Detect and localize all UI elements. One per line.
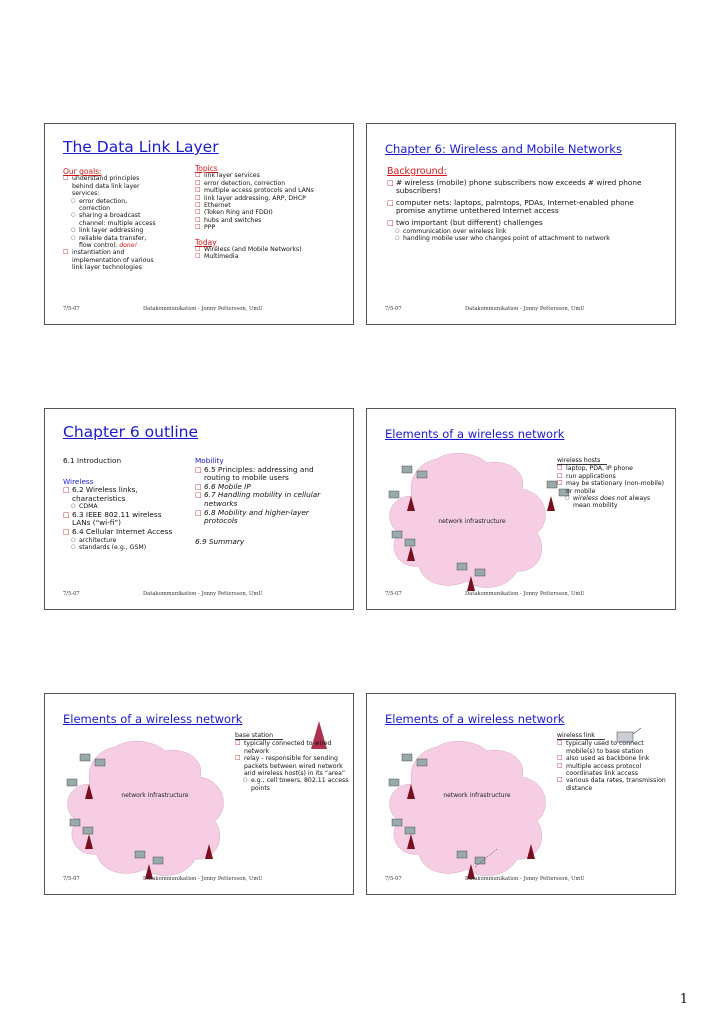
subbullet: ○ handling mobile user who changes point of attachment to network [395,235,657,242]
topic-item: □ multiple access protocols and LANs [195,187,335,194]
outline-summary: 6.9 Summary [195,536,245,546]
slide-data-link-layer [44,123,354,325]
laptop-icon [389,779,399,786]
outline-item: □ 6.5 Principles: addressing and routing to mobile users [195,466,335,483]
goals-column [63,168,159,272]
slide-footer: 7/5-07 Datakommunikation - Jonny Pettersson, UmU [385,876,585,882]
bullet: □ two important (but different) challenges [387,219,657,228]
topic-item: □ error detection, correction [195,180,335,187]
topic-item: □ link layer addressing, ARP, DHCP [195,195,335,202]
topic-item: □ Ethernet [195,202,335,209]
subbullet: ○ e.g., cell towers, 802.11 access points [243,777,351,792]
today-heading: Today [195,237,217,247]
topics-column [195,165,335,261]
bullet: □ typically connected to wired network [235,740,351,755]
outline-subitem: ○ CDMA [71,503,173,510]
mobility-heading: Mobility [195,456,224,465]
slide-footer: 7/5-07 Datakommunikation - Jonny Pettersson, UmU [63,591,263,597]
slide-title: Elements of a wireless network [385,712,565,726]
outline-right [195,457,335,546]
topic-item: □ PPP [195,224,335,231]
outline-item: □ 6.8 Mobility and higher-layer protocols [195,509,335,526]
topic-item: □ hubs and switches [195,217,335,224]
callout-label: wireless link [557,732,605,740]
background-heading: Background: [387,166,447,177]
topics-heading: Topics [195,164,218,173]
outline-intro: 6.1 Introduction [63,456,122,465]
slide-title: Chapter 6 outline [63,423,199,441]
outline-item: □ 6.6 Mobile IP [195,483,335,492]
slide-footer: 7/5-07 Datakommunikation - Jonny Pettersson, UmU [63,306,263,312]
network-diagram [377,451,577,596]
slide-wireless-hosts [366,408,676,610]
bullet: □ typically used to connect mobile(s) to base station [557,740,673,755]
outline-item: □ 6.7 Handling mobility in cellular networks [195,491,335,508]
bullet: □ run applications [557,473,669,480]
today-item: □ Multimedia [195,253,335,260]
outline-subitem: ○ architecture [71,537,173,544]
network-diagram [55,739,255,884]
page-number: 1 [679,992,688,1007]
tower-icon [547,496,555,511]
topic-item: □ (Token Ring and FDDI) [195,209,335,216]
slide-footer: 7/5-07 Datakommunikation - Jonny Pettersson, UmU [63,876,263,882]
goal-subitem: ○ sharing a broadcast channel: multiple access [71,212,159,227]
callout-block [235,732,351,792]
outline-item: □ 6.4 Cellular Internet Access [63,528,173,537]
callout-block [557,732,673,792]
goal-item: □ instantiation and implementation of various link layer technologies [63,249,159,271]
network-diagram [377,739,577,884]
slide-outline [44,408,354,610]
slide-footer: 7/5-07 Datakommunikation - Jonny Pettersson, UmU [385,591,585,597]
outline-left [63,457,173,551]
goals-heading: Our goals: [63,167,102,176]
topic-item: □ link layer services [195,172,335,179]
slide-chapter6 [366,123,676,325]
cloud-label: network infrastructure [438,518,506,525]
slide-title: The Data Link Layer [63,138,219,156]
goal-item: □ understand principles behind data link layer services: [63,175,159,197]
bullet: □ may be stationary (non-mobile) or mobile [557,480,669,495]
callout-label: wireless hosts [557,457,607,465]
bullet: □ also used as backbone link [557,755,673,762]
cloud-label: network infrastructure [121,792,189,799]
slide-footer: 7/5-07 Datakommunikation - Jonny Pettersson, UmU [385,306,585,312]
bullet: □ computer nets: laptops, palmtops, PDAs, Internet-enabled phone promise anytime untethered Internet access [387,199,657,216]
wireless-heading: Wireless [63,476,94,486]
outline-subitem: ○ standards (e.g., GSM) [71,544,173,551]
laptop-icon [389,491,399,498]
bullet: □ multiple access protocol coordinates link access [557,763,673,778]
bullet: □ various data rates, transmission distance [557,777,673,792]
bullet: □ # wireless (mobile) phone subscribers now exceeds # wired phone subscribers! [387,179,657,196]
background-block [387,168,657,242]
slide-wireless-link [366,693,676,895]
bullet: □ relay - responsible for sending packets between wired network and wireless host(s) in its “area” [235,755,351,777]
today-item: □ Wireless (and Mobile Networks) [195,246,335,253]
slide-title: Chapter 6: Wireless and Mobile Networks [385,142,622,156]
laptop-icon [67,779,77,786]
cloud-label: network infrastructure [443,792,511,799]
slide-title: Elements of a wireless network [63,712,243,726]
callout-label: base station [235,732,283,740]
callout-block [557,457,669,510]
bullet: □ laptop, PDA, IP phone [557,465,669,472]
slide-base-station [44,693,354,895]
goal-subitem: ○ error detection, correction [71,198,159,213]
subbullet: ○ communication over wireless link [395,228,657,235]
outline-item: □ 6.3 IEEE 802.11 wireless LANs (“wi-fi”) [63,511,173,528]
goal-subitem: ○ reliable data transfer, flow control: done! [71,235,159,250]
slide-title: Elements of a wireless network [385,427,565,441]
outline-item: □ 6.2 Wireless links, characteristics [63,486,173,503]
subbullet: ○ wireless does not always mean mobility [565,495,669,510]
goal-subitem: ○ link layer addressing [71,227,159,234]
